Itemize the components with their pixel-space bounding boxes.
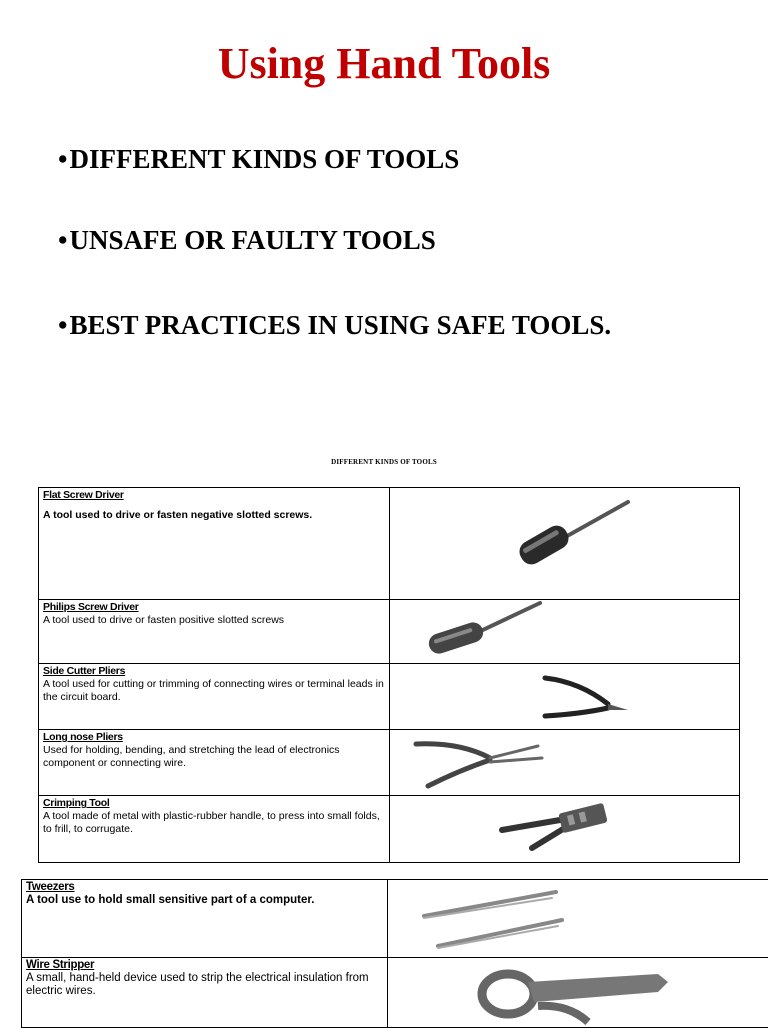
table-row [22, 880, 768, 958]
tool-description: A tool use to hold small sensitive part of a computer. [26, 894, 383, 907]
page-title: Using Hand Tools [0, 38, 768, 89]
tools-table-continued [21, 879, 768, 1028]
tool-description: A tool used to drive or fasten positive slotted screws [43, 614, 385, 627]
table-title: DIFFERENT KINDS OF TOOLS [0, 458, 768, 466]
bullet-text: BEST PRACTICES IN USING SAFE TOOLS. [69, 310, 611, 340]
tools-table [38, 487, 740, 863]
tool-name: Flat Screw Driver [43, 489, 385, 502]
flat-screwdriver-icon [390, 488, 740, 600]
wire-stripper-icon [388, 958, 768, 1028]
tool-description: A tool used for cutting or trimming of connecting wires or terminal leads in the circuit board. [43, 678, 385, 704]
side-cutter-pliers-icon [390, 664, 740, 730]
table-row [39, 488, 740, 600]
tool-name: Long nose Pliers [43, 731, 385, 744]
tool-description: A small, hand-held device used to strip the electrical insulation from electric wires. [26, 972, 383, 998]
table-row [39, 730, 740, 796]
long-nose-pliers-icon [390, 730, 740, 796]
tool-description: A tool used to drive or fasten negative slotted screws. [43, 509, 385, 522]
tool-name: Wire Stripper [26, 959, 383, 972]
table-row [22, 958, 768, 1028]
bullet-item: •UNSAFE OR FAULTY TOOLS [58, 225, 436, 256]
bullet-item: •BEST PRACTICES IN USING SAFE TOOLS. [58, 310, 611, 341]
tool-description: Used for holding, bending, and stretching the lead of electronics component or connecting wire. [43, 744, 385, 770]
tweezers-icon [388, 880, 768, 958]
bullet-item: •DIFFERENT KINDS OF TOOLS [58, 144, 459, 175]
tool-name: Tweezers [26, 881, 383, 894]
tool-name: Side Cutter Pliers [43, 665, 385, 678]
table-row [39, 796, 740, 863]
tool-name: Philips Screw Driver [43, 601, 385, 614]
bullet-text: UNSAFE OR FAULTY TOOLS [69, 225, 435, 255]
philips-screwdriver-icon [390, 600, 740, 664]
table-row [39, 664, 740, 730]
crimping-tool-icon [390, 796, 740, 863]
table-row [39, 600, 740, 664]
bullet-text: DIFFERENT KINDS OF TOOLS [69, 144, 459, 174]
tool-description: A tool made of metal with plastic-rubber handle, to press into small folds, to frill, to corrugate. [43, 810, 385, 836]
tool-name: Crimping Tool [43, 797, 385, 810]
